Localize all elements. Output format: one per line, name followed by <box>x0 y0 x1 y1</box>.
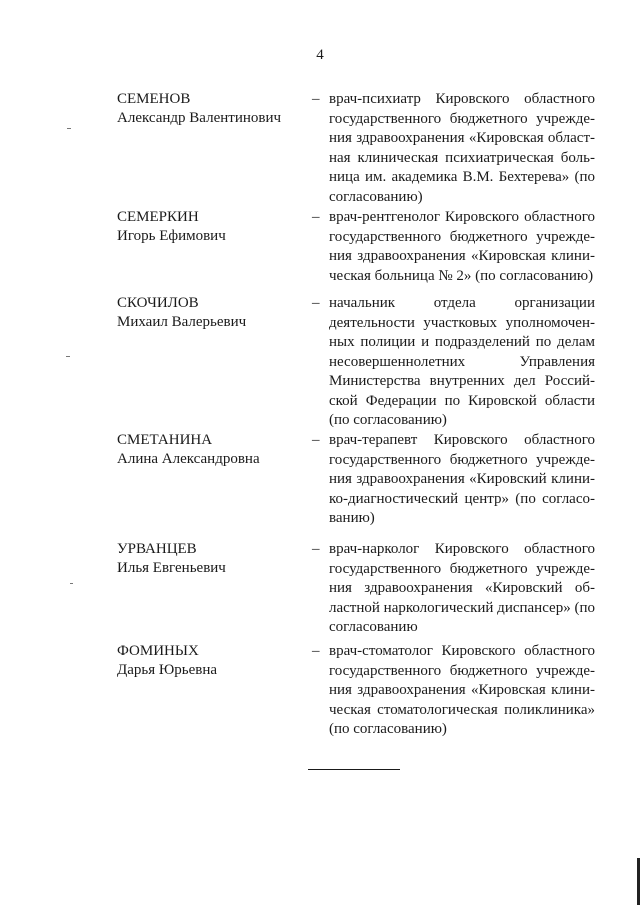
dash-separator: – <box>312 91 320 107</box>
member-surname: СМЕТАНИНА <box>117 432 213 448</box>
member-position: врач-стоматолог Кировского областного государственного бюджетного учреждения здравоохранения «Кировская клиническая стоматологическая поликлиника» (по согласованию) <box>329 643 595 737</box>
member-position: врач-нарколог Кировского областного государственного бюджетного учреждения здравоохранения «Кировский областной наркологический диспансер» (по согласованию <box>329 541 595 635</box>
member-surname: СЕМЕНОВ <box>117 91 191 107</box>
page-number: 4 <box>316 47 324 63</box>
member-position: врач-терапевт Кировского областного государственного бюджетного учреждения здравоохранения «Кировский клинико-диагностический центр» (по согласованию) <box>329 432 595 526</box>
member-name <box>117 208 307 246</box>
member-position: начальник отдела организации деятельности участковых уполномоченных полиции и подразделений по делам несовершеннолетних Управления Министерства внутренних дел Российской Федерации по Кировской области (по согласованию) <box>329 295 595 428</box>
dash-separator: – <box>312 432 320 448</box>
member-name <box>117 294 307 332</box>
dash-separator: – <box>312 541 320 557</box>
member-name <box>117 642 307 680</box>
member-given-name: Михаил Валерьевич <box>117 314 247 330</box>
member-position: врач-рентгенолог Кировского областного государственного бюджетного учреждения здравоохранения «Кировская клиническая больница № 2» (по согласованию) <box>329 209 595 284</box>
member-surname: УРВАНЦЕВ <box>117 541 197 557</box>
member-given-name: Алина Александровна <box>117 451 260 467</box>
member-surname: СЕМЕРКИН <box>117 209 199 225</box>
member-given-name: Игорь Ефимович <box>117 228 226 244</box>
member-given-name: Илья Евгеньевич <box>117 560 226 576</box>
member-given-name: Александр Валентинович <box>117 110 282 126</box>
dash-separator: – <box>312 643 320 659</box>
scan-speck <box>66 356 70 357</box>
dash-separator: – <box>312 209 320 225</box>
member-name <box>117 540 307 578</box>
member-position: врач-психиатр Кировского областного государственного бюджетного учреждения здравоохранения «Кировская областная клиническая психиатрическая больница им. академика В.М. Бехтерева» (по согласованию) <box>329 91 595 205</box>
scan-speck <box>70 583 73 584</box>
member-name <box>117 431 307 469</box>
member-surname: ФОМИНЫХ <box>117 643 199 659</box>
scan-speck <box>67 128 71 129</box>
dash-separator: – <box>312 295 320 311</box>
member-name <box>117 90 307 128</box>
member-given-name: Дарья Юрьевна <box>117 662 218 678</box>
end-of-list-rule <box>308 769 400 770</box>
member-surname: СКОЧИЛОВ <box>117 295 199 311</box>
